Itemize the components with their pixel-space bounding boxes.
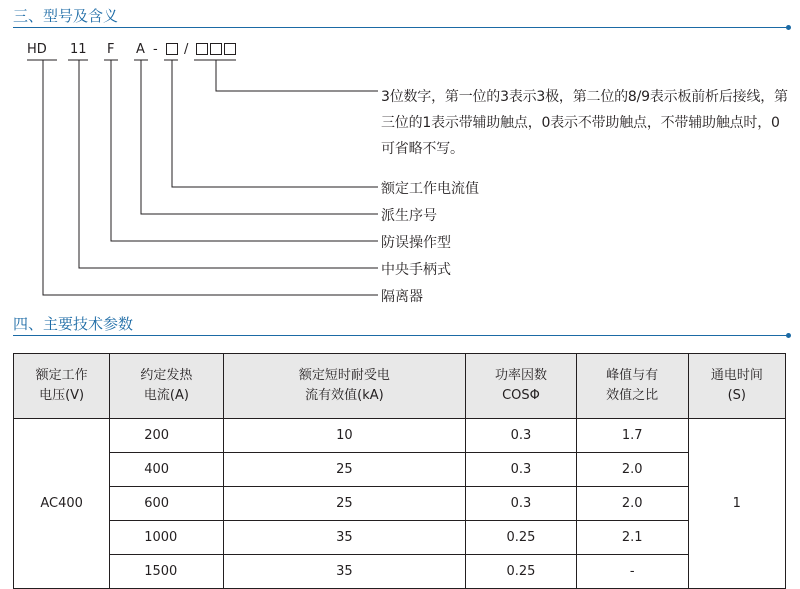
cell-ratio: 2.0 (576, 487, 688, 521)
code-a: A (136, 42, 145, 57)
header-power-factor: 功率因数 COSΦ (466, 354, 577, 419)
isolator-label: 隔离器 (381, 289, 423, 305)
cell-current: 400 (110, 453, 223, 487)
cell-cos: 0.3 (466, 419, 577, 453)
cell-cos: 0.25 (466, 521, 577, 555)
code-dash: - (153, 42, 158, 57)
header-peak-ratio: 峰值与有 效值之比 (576, 354, 688, 419)
code-hd: HD (27, 42, 47, 57)
cell-ratio: 2.1 (576, 521, 688, 555)
table-row (14, 453, 786, 487)
central-handle-label: 中央手柄式 (381, 262, 451, 278)
header-current: 约定发热 电流(A) (110, 354, 223, 419)
code-slash: / (184, 42, 189, 57)
cell-current: 200 (110, 419, 223, 453)
cell-ka: 25 (223, 453, 466, 487)
table-header-row (14, 354, 786, 419)
cell-cos: 0.25 (466, 555, 577, 589)
header-voltage: 额定工作 电压(V) (14, 354, 110, 419)
section3-title: 三、型号及含义 (13, 7, 119, 25)
section4-divider-dot (786, 333, 791, 338)
header-time: 通电时间 (S) (688, 354, 785, 419)
cell-ratio: 1.7 (576, 419, 688, 453)
cell-ka: 35 (223, 521, 466, 555)
code-f: F (107, 42, 115, 57)
cell-ka: 35 (223, 555, 466, 589)
table-row (14, 419, 786, 453)
cell-cos: 0.3 (466, 487, 577, 521)
cell-voltage: AC400 (14, 419, 110, 589)
cell-current: 1500 (110, 555, 223, 589)
cell-cos: 0.3 (466, 453, 577, 487)
section4-divider (13, 335, 790, 336)
derived-no-label: 派生序号 (381, 208, 437, 224)
section4-title: 四、主要技术参数 (13, 315, 134, 333)
cell-current: 1000 (110, 521, 223, 555)
rated-current-label: 额定工作电流值 (381, 181, 479, 197)
cell-time: 1 (688, 419, 785, 589)
table-row (14, 521, 786, 555)
cell-ka: 10 (223, 419, 466, 453)
digits-description: 3位数字，第一位的3表示3极，第二位的8/9表示板前析后接线，第三位的1表示带辅助触点，0表示不带助触点，不带辅助触点时，0可省略不写。 (381, 89, 788, 157)
table-row (14, 555, 786, 589)
cell-current: 600 (110, 487, 223, 521)
cell-ka: 25 (223, 487, 466, 521)
parameters-table (13, 353, 786, 589)
cell-ratio: - (576, 555, 688, 589)
cell-ratio: 2.0 (576, 453, 688, 487)
anti-misoperation-label: 防误操作型 (381, 235, 451, 251)
header-short-time-current: 额定短时耐受电 流有效值(kA) (223, 354, 466, 419)
code-11: 11 (70, 42, 87, 57)
table-row (14, 487, 786, 521)
